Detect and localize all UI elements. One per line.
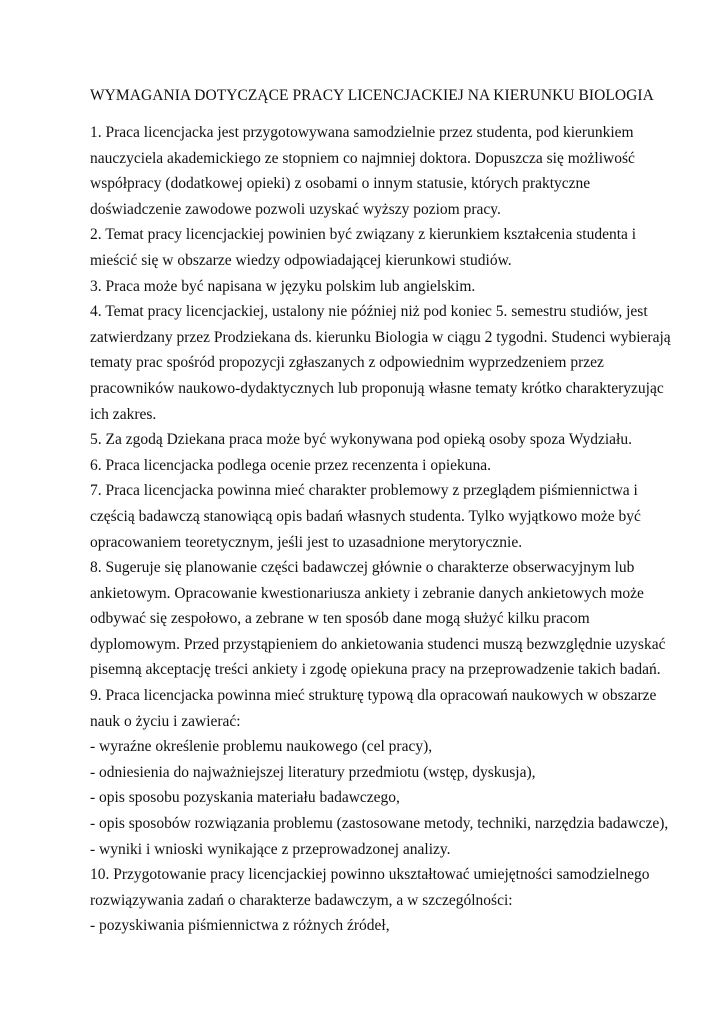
text-line: rozwiązywania zadań o charakterze badawczym, a w szczególności:	[90, 891, 513, 909]
text-line: nauk o życiu i zawierać:	[90, 712, 241, 730]
text-line: 2. Temat pracy licencjackiej powinien być związany z kierunkiem kształcenia studenta i	[90, 226, 637, 244]
text-line: 10. Przygotowanie pracy licencjackiej powinno ukształtować umiejętności samodzielnego	[90, 866, 650, 884]
text-line: - wyniki i wnioski wynikające z przeprowadzonej analizy.	[90, 840, 451, 858]
text-line: mieścić się w obszarze wiedzy odpowiadającej kierunkowi studiów.	[90, 251, 512, 269]
text-line: pracowników naukowo-dydaktycznych lub proponują własne tematy krótko charakteryzując	[90, 379, 664, 397]
text-line: 1. Praca licencjacka jest przygotowywana samodzielnie przez studenta, pod kierunkiem	[90, 124, 634, 141]
text-line: - odniesienia do najważniejszej literatury przedmiotu (wstęp, dyskusja),	[90, 763, 536, 781]
text-line: zatwierdzany przez Prodziekana ds. kierunku Biologia w ciągu 2 tygodni. Studenci wybierają	[90, 328, 671, 346]
text-line: doświadczenie zawodowe pozwoli uzyskać wyższy poziom pracy.	[90, 200, 501, 218]
text-line: 3. Praca może być napisana w języku polskim lub angielskim.	[90, 277, 476, 295]
text-line: - wyraźne określenie problemu naukowego (cel pracy),	[90, 738, 433, 756]
text-line: 9. Praca licencjacka powinna mieć strukturę typową dla opracowań naukowych w obszarze	[90, 687, 657, 705]
text-line: ich zakres.	[90, 405, 157, 423]
text-line: 8. Sugeruje się planowanie części badawczej głównie o charakterze obserwacyjnym lub	[90, 559, 635, 577]
text-line: dyplomowym. Przed przystąpieniem do ankietowania studenci muszą bezwzględnie uzyskać	[90, 635, 666, 653]
text-line: 6. Praca licencjacka podlega ocenie przez recenzenta i opiekuna.	[90, 456, 492, 474]
document-body	[90, 120, 690, 939]
text-line: współpracy (dodatkowej opieki) z osobami o innym statusie, których praktyczne	[90, 175, 591, 193]
text-line: 7. Praca licencjacka powinna mieć charakter problemowy z przeglądem piśmiennictwa i	[90, 482, 638, 500]
text-line: opracowaniem teoretycznym, jeśli jest to uzasadnione merytorycznie.	[90, 533, 523, 551]
text-line: - opis sposobu pozyskania materiału badawczego,	[90, 789, 400, 807]
text-line: nauczyciela akademickiego ze stopniem co najmniej doktora. Dopuszcza się możliwość	[90, 149, 635, 167]
text-line: odbywać się zespołowo, a zebrane w ten sposób dane mogą służyć kilku pracom	[90, 610, 590, 628]
text-line: 4. Temat pracy licencjackiej, ustalony nie później niż pod koniec 5. semestru studiów, jest	[90, 303, 648, 321]
text-line: pisemną akceptację treści ankiety i zgodę opiekuna pracy na przeprowadzenie takich badań.	[90, 661, 661, 679]
text-line: - pozyskiwania piśmiennictwa z różnych źródeł,	[90, 917, 390, 935]
text-line: częścią badawczą stanowiącą opis badań własnych studenta. Tylko wyjątkowo może być	[90, 507, 641, 525]
document-title: WYMAGANIA DOTYCZĄCE PRACY LICENCJACKIEJ NA KIERUNKU BIOLOGIA	[90, 87, 654, 104]
text-line: - opis sposobów rozwiązania problemu (zastosowane metody, techniki, narzędzia badawcze),	[90, 815, 669, 833]
text-line: tematy prac spośród propozycji zgłaszanych z odpowiednim wyprzedzeniem przez	[90, 354, 604, 372]
text-line: 5. Za zgodą Dziekana praca może być wykonywana pod opieką osoby spoza Wydziału.	[90, 431, 632, 449]
text-line: ankietowym. Opracowanie kwestionariusza ankiety i zebranie danych ankietowych może	[90, 584, 644, 602]
